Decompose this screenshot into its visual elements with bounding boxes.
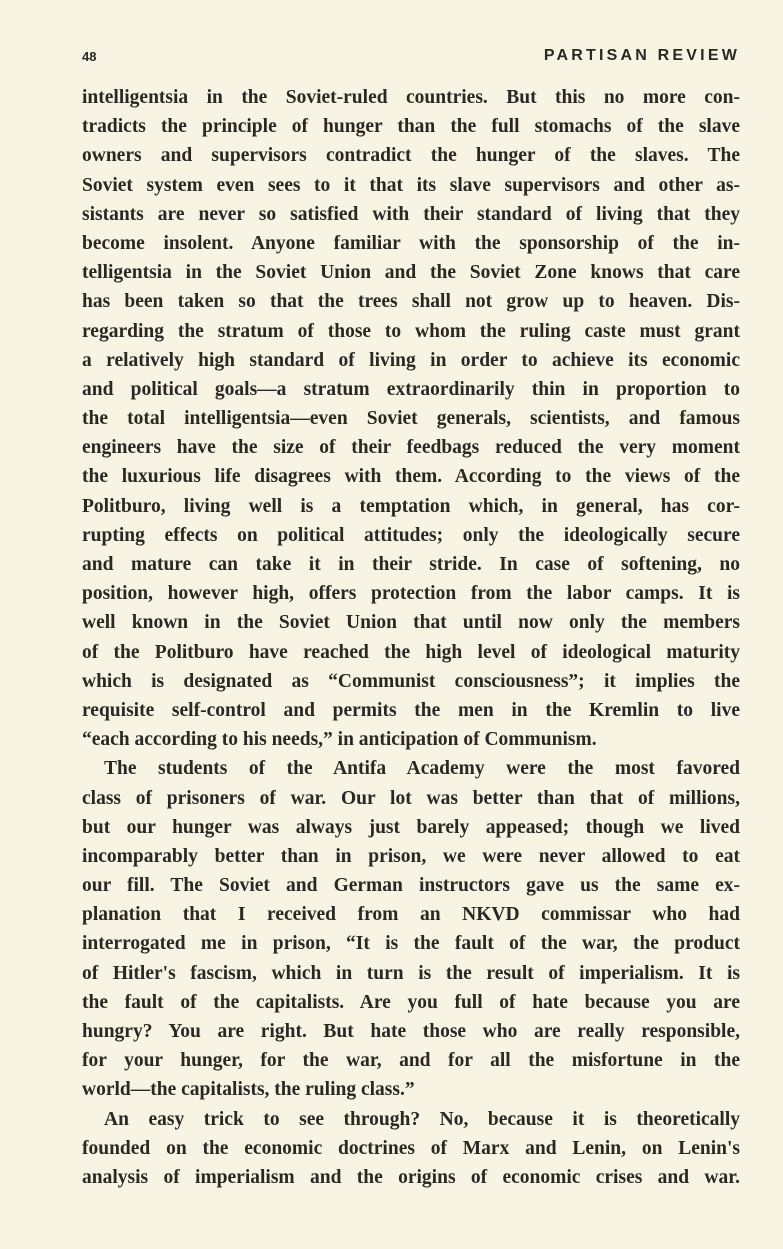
running-header	[82, 47, 740, 71]
text-line: An easy trick to see through? No, because it is theoretically	[104, 1108, 740, 1130]
text-line: for your hunger, for the war, and for all the misfortune in the	[82, 1050, 740, 1072]
text-line: “each according to his needs,” in anticipation of Communism.	[82, 729, 597, 751]
text-line: well known in the Soviet Union that until now only the members	[82, 612, 740, 634]
text-line: of Hitler's fascism, which in turn is the result of imperialism. It is	[82, 962, 740, 984]
text-line: rupting effects on political attitudes; only the ideologically secure	[82, 524, 740, 546]
text-line: planation that I received from an NKVD commissar who had	[82, 904, 740, 926]
text-line: incomparably better than in prison, we were never allowed to eat	[82, 845, 740, 867]
text-line: sistants are never so satisfied with their standard of living that they	[82, 203, 740, 225]
text-line: engineers have the size of their feedbags reduced the very moment	[82, 437, 740, 459]
text-line: requisite self-control and permits the men in the Kremlin to live	[82, 699, 740, 721]
text-line: the luxurious life disagrees with them. According to the views of the	[82, 466, 740, 488]
text-line: Politburo, living well is a temptation which, in general, has cor-	[82, 495, 740, 517]
text-line: which is designated as “Communist consciousness”; it implies the	[82, 670, 740, 692]
text-line: but our hunger was always just barely appeased; though we lived	[82, 816, 740, 838]
text-line: the fault of the capitalists. Are you full of hate because you are	[82, 991, 740, 1013]
body-text	[82, 83, 740, 1192]
text-line: a relatively high standard of living in order to achieve its economic	[82, 349, 740, 371]
text-line: our fill. The Soviet and German instructors gave us the same ex-	[82, 875, 740, 897]
text-line: founded on the economic doctrines of Marx and Lenin, on Lenin's	[82, 1137, 740, 1159]
text-line: world—the capitalists, the ruling class.”	[82, 1079, 415, 1101]
text-line: telligentsia in the Soviet Union and the Soviet Zone knows that care	[82, 262, 740, 284]
text-line: of the Politburo have reached the high level of ideological maturity	[82, 641, 740, 663]
text-line: intelligentsia in the Soviet-ruled countries. But this no more con-	[82, 87, 740, 108]
text-line: owners and supervisors contradict the hunger of the slaves. The	[82, 145, 740, 167]
text-line: tradicts the principle of hunger than the full stomachs of the slave	[82, 116, 740, 138]
text-line: interrogated me in prison, “It is the fault of the war, the product	[82, 933, 740, 955]
text-line: and political goals—a stratum extraordinarily thin in proportion to	[82, 378, 740, 400]
text-line: regarding the stratum of those to whom the ruling caste must grant	[82, 320, 740, 342]
text-line: analysis of imperialism and the origins of economic crises and war.	[82, 1166, 740, 1188]
text-line: the total intelligentsia—even Soviet generals, scientists, and famous	[82, 408, 740, 430]
text-line: and mature can take it in their stride. In case of softening, no	[82, 554, 740, 575]
text-line: position, however high, offers protection from the labor camps. It is	[82, 583, 740, 605]
text-line: has been taken so that the trees shall not grow up to heaven. Dis-	[82, 291, 740, 313]
page-number: 48	[82, 49, 97, 64]
text-line: class of prisoners of war. Our lot was better than that of millions,	[82, 787, 740, 809]
text-line: Soviet system even sees to it that its slave supervisors and other as-	[82, 174, 740, 196]
text-line: become insolent. Anyone familiar with the sponsorship of the in-	[82, 232, 740, 254]
running-title: PARTISAN REVIEW	[543, 47, 740, 64]
text-line: hungry? You are right. But hate those who are really responsible,	[82, 1021, 740, 1042]
text-line: The students of the Antifa Academy were the most favored	[104, 758, 740, 780]
